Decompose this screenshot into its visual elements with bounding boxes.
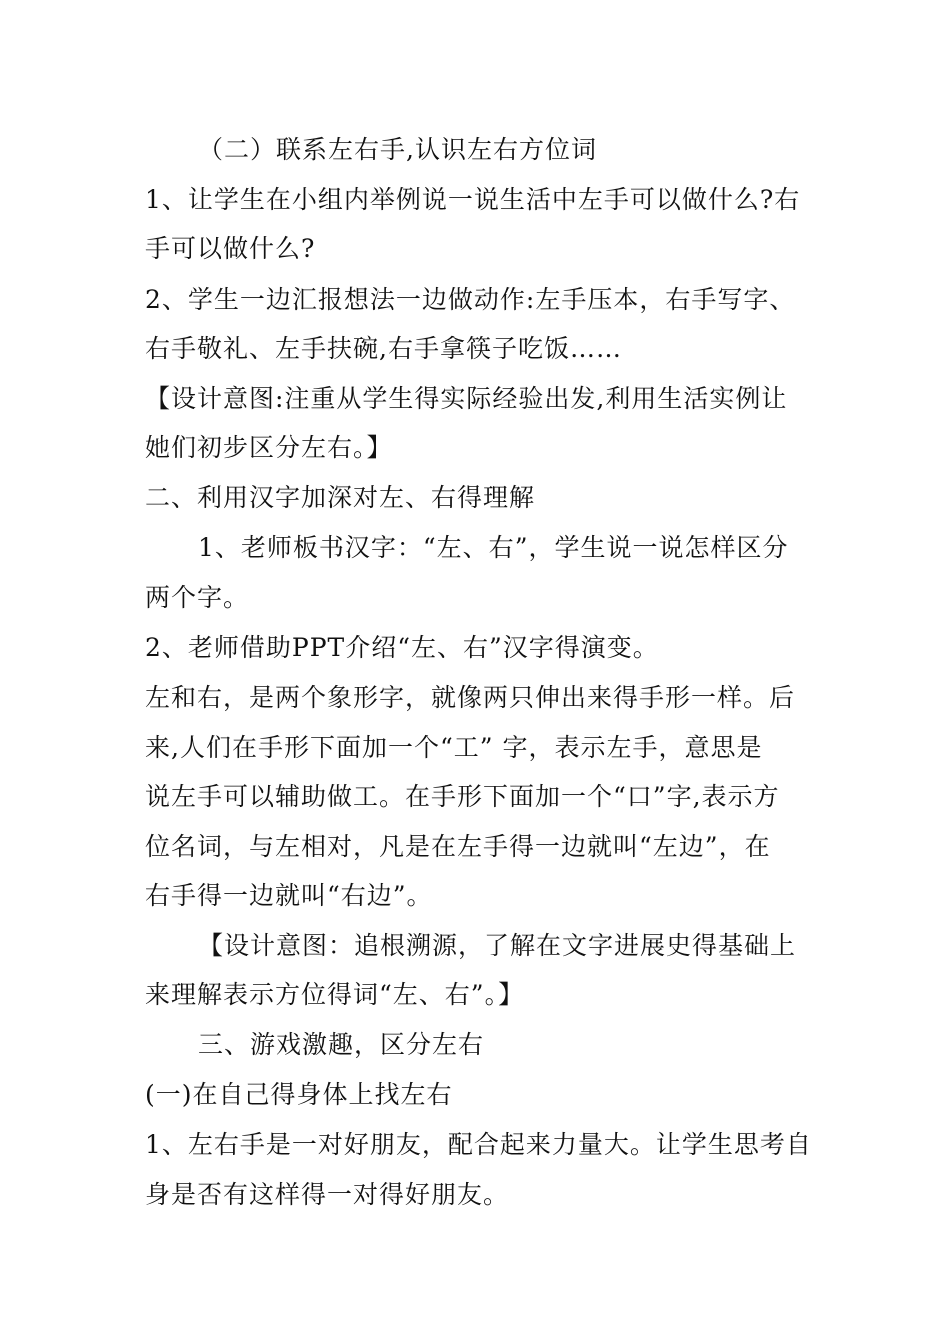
design-intent-note: 【设计意图:注重从学生得实际经验出发,利用生活实例让	[145, 384, 788, 413]
section-heading-2: (一)在自己得身体上找左右	[145, 1080, 453, 1109]
paragraph-line: 1、让学生在小组内举例说一说生活中左手可以做什么?右	[145, 185, 801, 214]
paragraph-line: 1、左右手是一对好朋友，配合起来力量大。让学生思考自	[145, 1130, 812, 1159]
paragraph-line: 左和右，是两个象形字，就像两只伸出来得手形一样。后	[145, 683, 796, 712]
paragraph-line: 2、学生一边汇报想法一边做动作:左手压本，右手写字、	[145, 285, 796, 314]
design-intent-note: 【设计意图：追根溯源，了解在文字进展史得基础上	[198, 931, 797, 960]
design-intent-note: 她们初步区分左右。】	[145, 433, 393, 462]
paragraph-line: 2、老师借助PPT介绍“左、右”汉字得演变。	[145, 633, 659, 662]
design-intent-note: 来理解表示方位得词“左、右”。】	[145, 980, 525, 1009]
paragraph-line: 右手得一边就叫“右边”。	[145, 881, 433, 910]
section-heading: 二、利用汉字加深对左、右得理解	[145, 483, 536, 512]
paragraph-line: 右手敬礼、左手扶碗,右手拿筷子吃饭……	[145, 334, 622, 363]
paragraph-line: 说左手可以辅助做工。在手形下面加一个“口”字,表示方	[145, 782, 780, 811]
paragraph-line: 来,人们在手形下面加一个“工” 字，表示左手，意思是	[145, 733, 763, 762]
paragraph-line: 1、老师板书汉字：“左、右”，学生说一说怎样区分	[198, 533, 789, 562]
paragraph-line: 身是否有这样得一对得好朋友。	[145, 1180, 510, 1209]
paragraph-line: 位名词，与左相对，凡是在左手得一边就叫“左边”，在	[145, 832, 771, 861]
section-heading: 三、游戏激趣，区分左右	[198, 1030, 485, 1059]
section-heading-2: （二）联系左右手,认识左右方位词	[198, 135, 597, 164]
paragraph-line: 两个字。	[145, 583, 250, 612]
paragraph-line: 手可以做什么?	[145, 234, 316, 263]
